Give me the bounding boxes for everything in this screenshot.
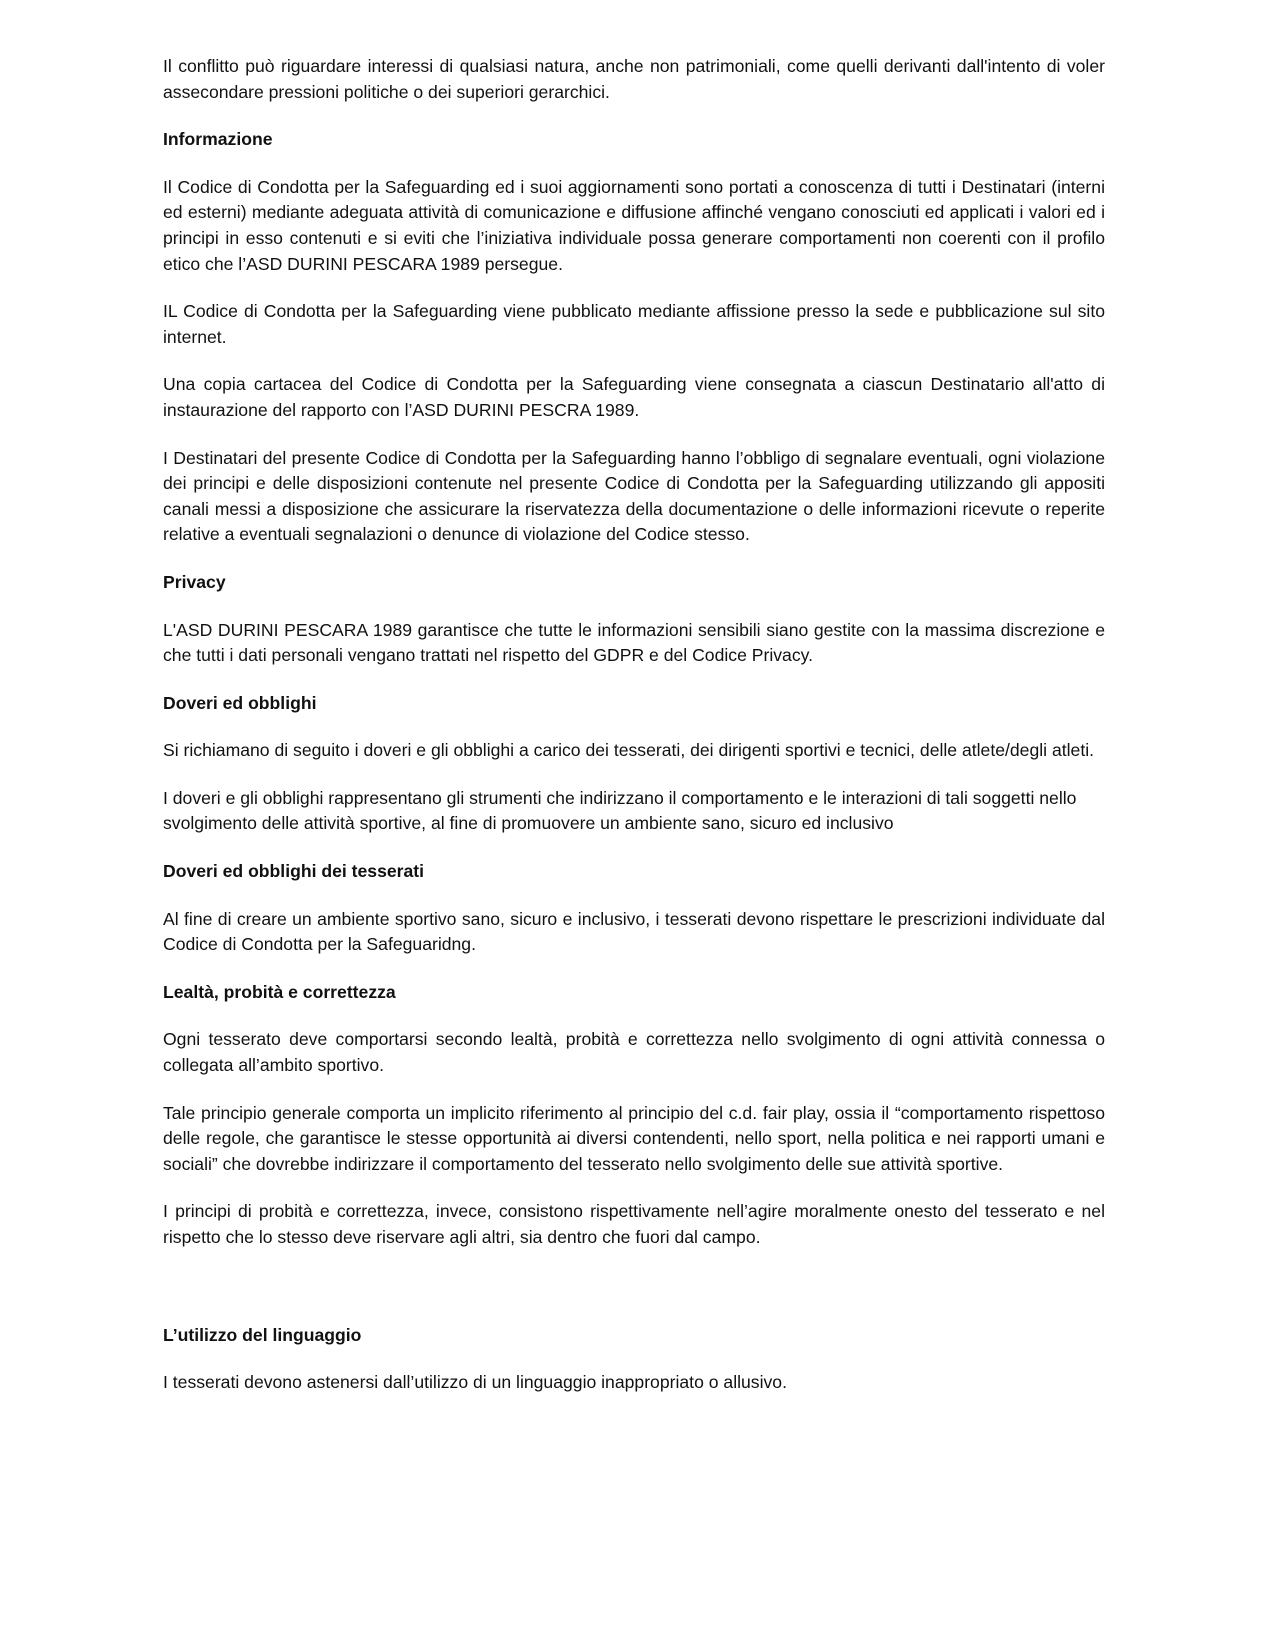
paragraph-richiamano: Si richiamano di seguito i doveri e gli obblighi a carico dei tesserati, dei dirigenti sportivi e tecnici, delle atlete/degli atleti. (163, 740, 1095, 761)
paragraph-ogni-tesserato: Ogni tesserato deve comportarsi secondo lealtà, probità e correttezza nello svolgimento di ogni attività connessa o collegata all’ambito sportivo. (163, 1029, 1105, 1076)
paragraph-linguaggio: I tesserati devono astenersi dall’utilizzo di un linguaggio inappropriato o allusivo. (163, 1372, 787, 1393)
blank-space (163, 1273, 1105, 1323)
heading-doveri-obblighi: Doveri ed obblighi (163, 692, 317, 713)
paragraph-privacy: L'ASD DURINI PESCARA 1989 garantisce che tutte le informazioni sensibili siano gestite con la massima discrezione e che tutti i dati personali vengano trattati nel rispetto del GDPR e del Codice Privacy. (163, 619, 1105, 666)
paragraph-informazione-codice: Il Codice di Condotta per la Safeguarding ed i suoi aggiornamenti sono portati a conoscenza di tutti i Destinatari (interni ed esterni) mediante adeguata attività di comunicazione e diffusione affinché vengano conosciuti ed applicati i valori ed i principi in esso contenuti e si eviti che l’iniziativa individuale possa generare comportamenti non coerenti con il profilo etico che l’ASD DURINI PESCARA 1989 persegue. (163, 176, 1105, 274)
heading-privacy: Privacy (163, 571, 226, 592)
paragraph-conflitto: Il conflitto può riguardare interessi di qualsiasi natura, anche non patrimoniali, come quelli derivanti dall'intento di voler assecondare pressioni politiche o dei superiori gerarchici. (163, 56, 1105, 102)
heading-linguaggio: L’utilizzo del linguaggio (163, 1324, 362, 1345)
paragraph-copia-cartacea: Una copia cartacea del Codice di Condotta per la Safeguarding viene consegnata a ciascun Destinatario all'atto di instaurazione del rapporto con l’ASD DURINI PESCRA 1989. (163, 374, 1105, 420)
heading-doveri-tesserati: Doveri ed obblighi dei tesserati (163, 861, 425, 882)
paragraph-fair-play: Tale principio generale comporta un implicito riferimento al principio del c.d. fair play, ossia il “comportamento rispettoso delle regole, che garantisce le stesse opportunità ai diversi contendenti, nello sport, nella politica e nei rapporti umani e sociali” che dovrebbe indirizzare il comportamento del tesserato nello svolgimento delle sue attività sportive. (163, 1102, 1105, 1174)
heading-lealta: Lealtà, probità e correttezza (163, 981, 396, 1002)
heading-informazione: Informazione (163, 129, 273, 150)
document-page (163, 54, 1105, 1418)
paragraph-strumenti: I doveri e gli obblighi rappresentano gli strumenti che indirizzano il comportamento e le interazioni di tali soggetti nello svolgimento delle attività sportive, al fine di promuovere un ambiente sano, sicuro ed inclusivo (163, 787, 1077, 834)
paragraph-pubblicazione: IL Codice di Condotta per la Safeguarding viene pubblicato mediante affissione presso la sede e pubblicazione sul sito internet. (163, 301, 1105, 347)
paragraph-ambiente-sportivo: Al fine di creare un ambiente sportivo sano, sicuro e inclusivo, i tesserati devono rispettare le prescrizioni individuate dal Codice di Condotta per la Safeguaridng. (163, 908, 1105, 955)
paragraph-probita: I principi di probità e correttezza, invece, consistono rispettivamente nell’agire moralmente onesto del tesserato e nel rispetto che lo stesso deve riservare agli altri, sia dentro che fuori dal campo. (163, 1201, 1105, 1247)
paragraph-obbligo-segnalazione: I Destinatari del presente Codice di Condotta per la Safeguarding hanno l’obbligo di segnalare eventuali, ogni violazione dei principi e delle disposizioni contenute nel presente Codice di Condotta per la Safeguarding utilizzando gli appositi canali messi a disposizione che assicurare la riservatezza della documentazione o delle informazioni ricevute o reperite relative a eventuali segnalazioni o denunce di violazione del Codice stesso. (163, 447, 1105, 545)
